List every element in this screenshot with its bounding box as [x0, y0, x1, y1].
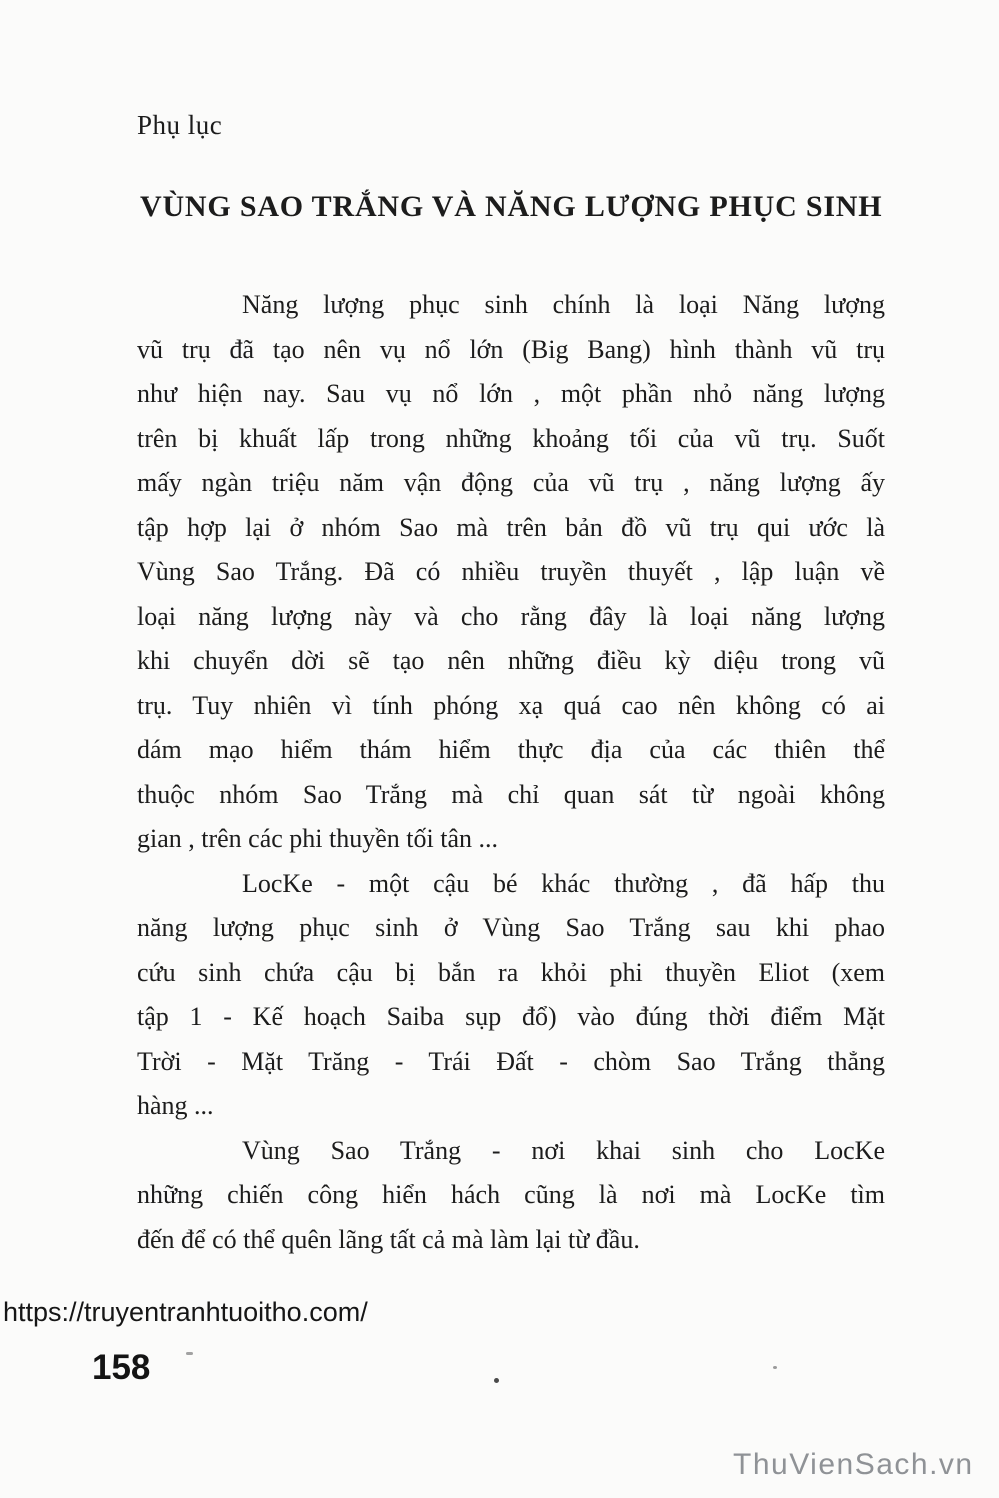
page-title: VÙNG SAO TRẮNG VÀ NĂNG LƯỢNG PHỤC SINH: [140, 190, 883, 223]
watermark: ThuVienSach.vn: [733, 1448, 974, 1481]
ink-speck: [773, 1366, 777, 1369]
text-line: khi chuyển dời sẽ tạo nên những điều kỳ diệu trong vũ: [137, 646, 885, 675]
text-line: như hiện nay. Sau vụ nổ lớn , một phần nhỏ năng lượng: [137, 379, 885, 408]
text-line: thuộc nhóm Sao Trắng mà chỉ quan sát từ ngoài không: [137, 779, 885, 809]
text-line: tập hợp lại ở nhóm Sao mà trên bản đồ vũ trụ qui ước là: [137, 512, 885, 542]
text-line: Vùng Sao Trắng - nơi khai sinh cho LocKe: [242, 1135, 885, 1165]
text-line: LocKe - một cậu bé khác thường , đã hấp thu: [242, 868, 885, 898]
text-line: những chiến công hiển hách cũng là nơi mà LocKe tìm: [137, 1180, 885, 1209]
page-header-label: Phụ lục: [137, 110, 223, 140]
text-line: Vùng Sao Trắng. Đã có nhiều truyền thuyết , lập luận về: [137, 557, 885, 586]
text-line: hàng ...: [137, 1091, 214, 1120]
text-line: Năng lượng phục sinh chính là loại Năng lượng: [242, 290, 885, 319]
ink-speck: [494, 1378, 499, 1383]
text-line: trên bị khuất lấp trong những khoảng tối của vũ trụ. Suốt: [137, 423, 885, 453]
text-line: dám mạo hiểm thám hiểm thực địa của các thiên thể: [137, 735, 885, 764]
text-line: năng lượng phục sinh ở Vùng Sao Trắng sau khi phao: [137, 913, 885, 942]
source-url: https://truyentranhtuoitho.com/: [3, 1297, 368, 1327]
text-line: gian , trên các phi thuyền tối tân ...: [137, 824, 499, 853]
text-line: tập 1 - Kế hoạch Saiba sụp đổ) vào đúng thời điểm Mặt: [137, 1002, 885, 1031]
text-line: đến để có thể quên lãng tất cả mà làm lại từ đầu.: [137, 1224, 640, 1254]
body-text: [137, 283, 885, 1262]
text-line: mấy ngàn triệu năm vận động của vũ trụ , năng lượng ấy: [137, 468, 885, 497]
text-line: cứu sinh chứa cậu bị bắn ra khỏi phi thuyền Eliot (xem: [137, 957, 885, 987]
text-line: Trời - Mặt Trăng - Trái Đất - chòm Sao Trắng thẳng: [137, 1046, 885, 1076]
text-line: loại năng lượng này và cho rằng đây là loại năng lượng: [137, 601, 885, 631]
page-number: 158: [92, 1348, 151, 1387]
text-line: trụ. Tuy nhiên vì tính phóng xạ quá cao nên không có ai: [137, 690, 885, 720]
ink-speck: [186, 1352, 193, 1355]
text-line: vũ trụ đã tạo nên vụ nổ lớn (Big Bang) hình thành vũ trụ: [137, 334, 885, 364]
